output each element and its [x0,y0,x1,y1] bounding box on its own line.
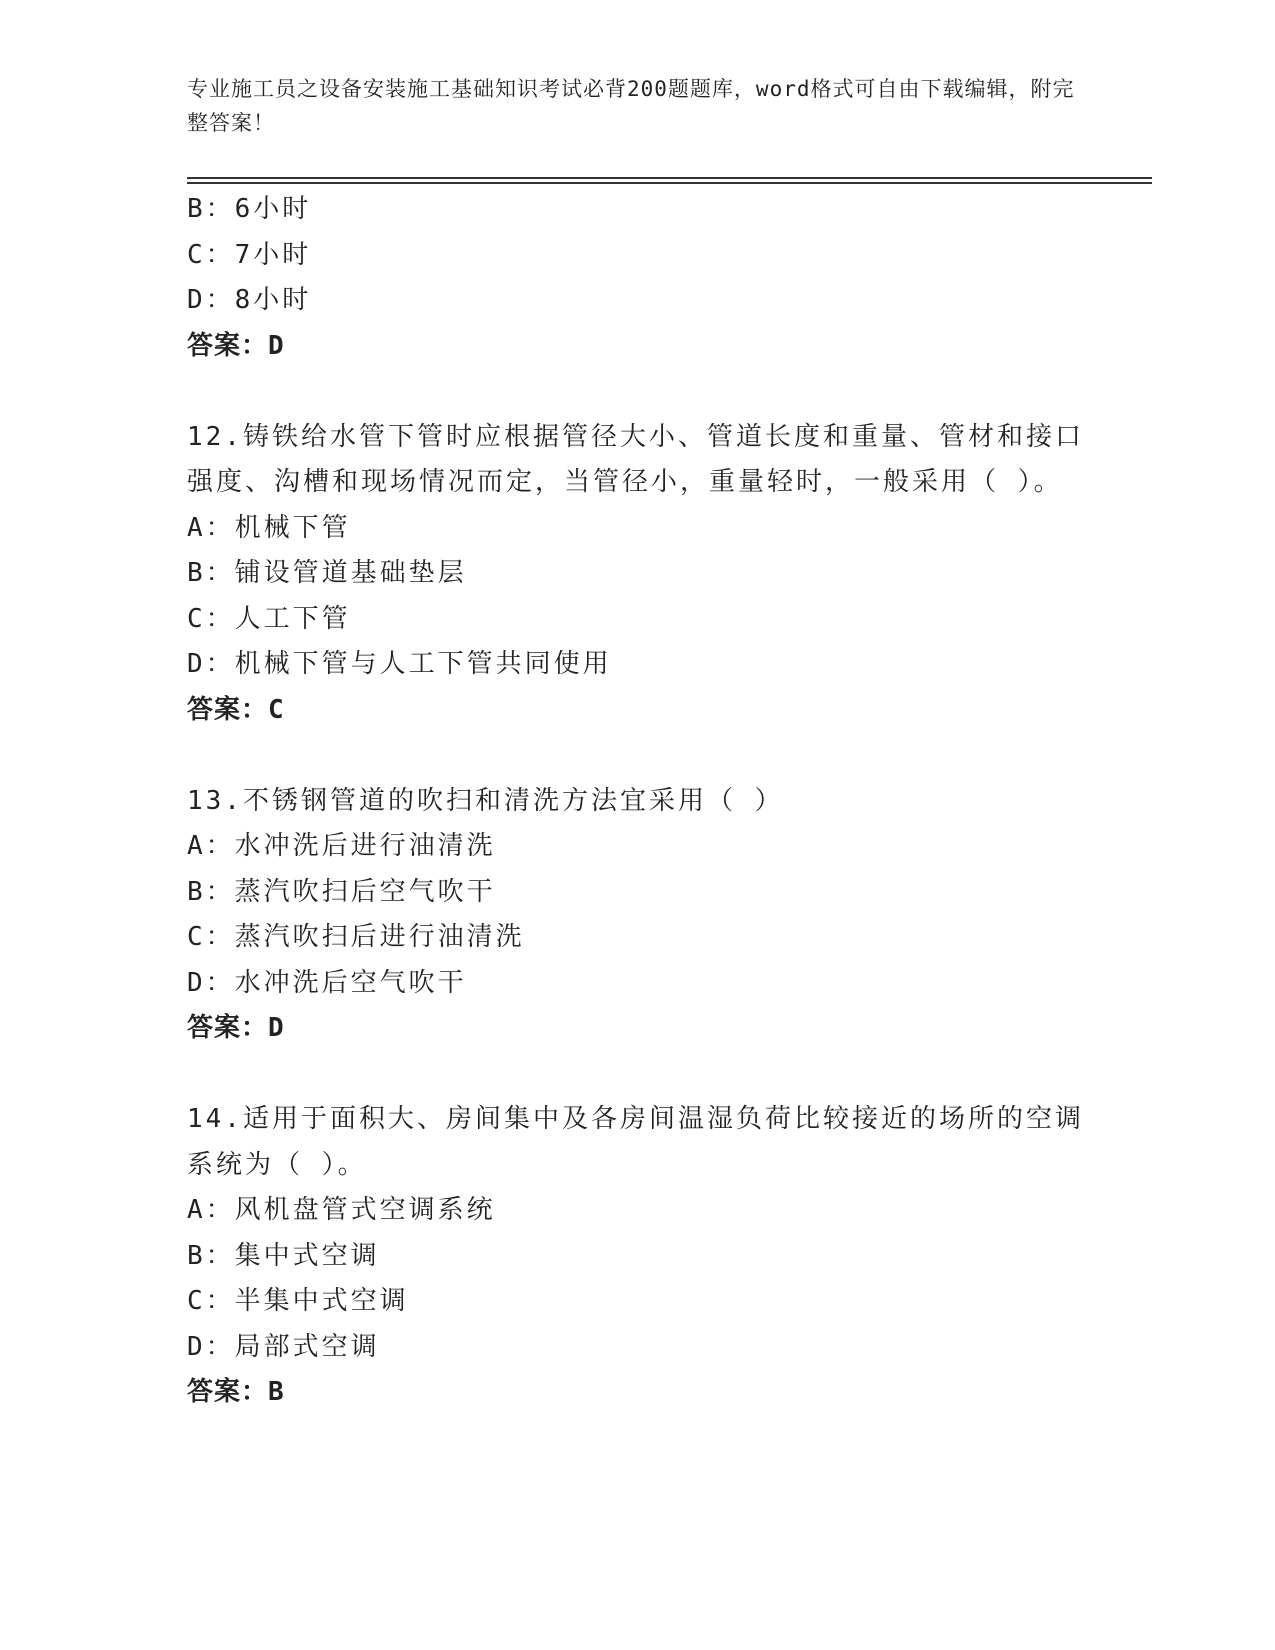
option-d: D：水冲洗后空气吹干 [187,967,467,998]
option-c: C：7小时 [187,239,312,270]
option-b: B：蒸汽吹扫后空气吹干 [187,876,496,907]
question-content [187,187,1087,1416]
option-a: A：水冲洗后进行油清洗 [187,831,496,861]
question-block [187,779,1087,1052]
question-13-text: 13.不锈钢管道的吹扫和清洗方法宜采用（ ） [187,785,784,816]
spacer [187,1052,1087,1098]
option-a: A：风机盘管式空调系统 [187,1195,496,1225]
question-block [187,1097,1087,1416]
option-c: C：人工下管 [187,603,351,634]
option-c: C：半集中式空调 [187,1286,409,1316]
option-d: D：机械下管与人工下管共同使用 [187,649,612,679]
option-b: B：集中式空调 [187,1240,380,1271]
question-block [187,415,1087,734]
question-14-text: 14.适用于面积大、房间集中及各房间温湿负荷比较接近的场所的空调系统为（ ）。 [187,1104,1084,1180]
question-12-text: 12.铸铁给水管下管时应根据管径大小、管道长度和重量、管材和接口强度、沟槽和现场情况而定，当管径小，重量轻时，一般采用（ ）。 [187,421,1084,497]
header-rule-top [187,177,1152,179]
answer-line: 答案：D [187,1013,285,1043]
option-b: B：铺设管道基础垫层 [187,558,467,588]
answer-line: 答案：D [187,330,285,361]
question-text [187,1097,1087,1188]
answer-line: 答案：C [187,694,285,725]
option-a: A：机械下管 [187,512,351,543]
option-c: C：蒸汽吹扫后进行油清洗 [187,922,525,952]
header-rule-bottom [187,182,1152,184]
option-b: B：6小时 [187,194,312,224]
option-d: D：8小时 [187,285,312,315]
question-text [187,415,1087,506]
prev-question-block [187,187,1087,369]
document-header: 专业施工员之设备安装施工基础知识考试必背200题题库，word格式可自由下载编辑，附完整答案！ [187,77,1075,135]
option-d: D：局部式空调 [187,1331,380,1362]
question-text [187,779,1087,825]
answer-line: 答案：B [187,1377,285,1407]
spacer [187,369,1087,415]
spacer [187,733,1087,779]
